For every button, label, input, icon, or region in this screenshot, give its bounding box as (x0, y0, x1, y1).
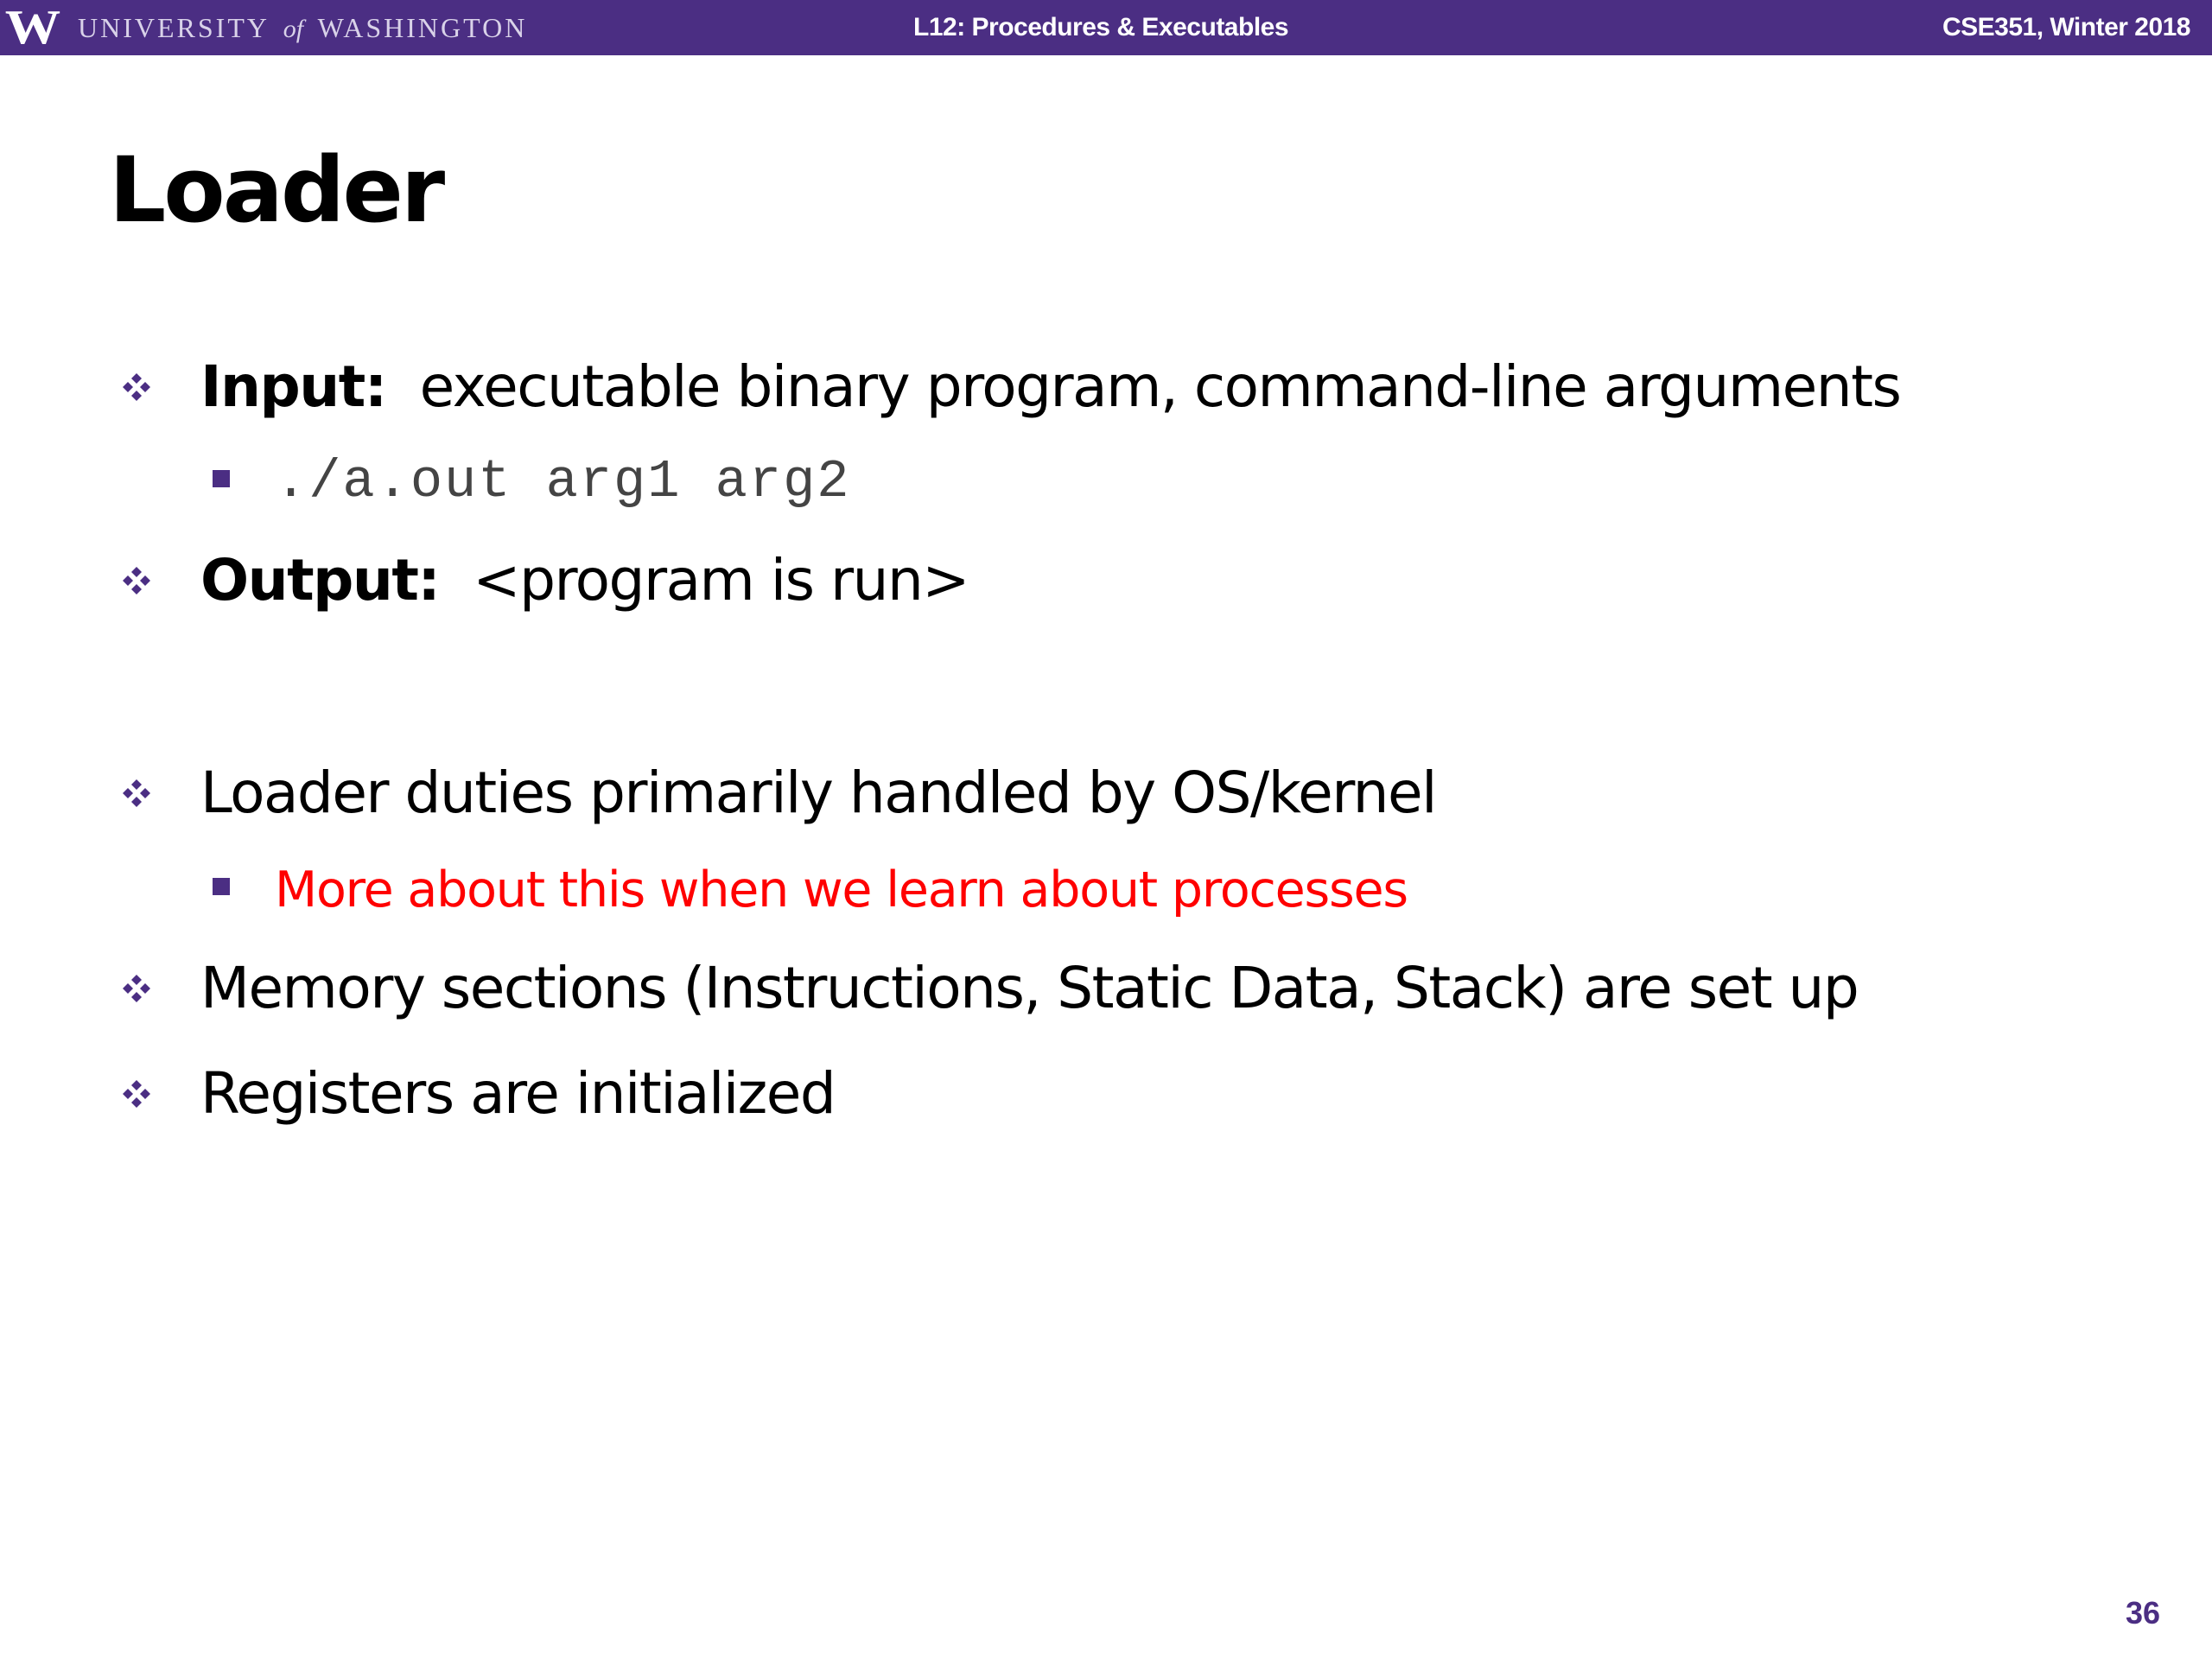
bullet-body: Loader duties primarily handled by OS/kernel (200, 760, 1436, 826)
square-bullet-icon (213, 470, 230, 487)
four-diamond-bullet-icon (119, 370, 154, 404)
lecture-title: L12: Procedures & Executables (913, 13, 1289, 41)
wordmark-of: of (283, 14, 304, 43)
bullet-body: <program is run> (439, 547, 969, 613)
header-bar (0, 0, 2212, 55)
square-bullet-icon (213, 878, 230, 895)
uw-wordmark (78, 12, 527, 44)
processes-note: More about this when we learn about processes (275, 861, 1408, 918)
four-diamond-bullet-icon (119, 563, 154, 598)
command-example: ./a.out arg1 arg2 (275, 451, 851, 512)
course-label: CSE351, Winter 2018 (1942, 13, 2190, 41)
slide-title: Loader (109, 137, 443, 243)
four-diamond-bullet-icon (119, 971, 154, 1006)
uw-w-logo-icon: W (4, 1, 61, 54)
bullet-body: Memory sections (Instructions, Static Data, Stack) are set up (200, 955, 1859, 1021)
bullet-text (200, 537, 969, 624)
four-diamond-bullet-icon (119, 1077, 154, 1111)
bullet-lead: Output: (200, 547, 440, 613)
four-diamond-bullet-icon (119, 776, 154, 810)
page-number: 36 (2125, 1595, 2160, 1630)
wordmark-washington: WASHINGTON (317, 11, 528, 43)
wordmark-university: UNIVERSITY (78, 11, 269, 43)
bullet-body: executable binary program, command-line arguments (385, 353, 1901, 420)
bullet-body: Registers are initialized (200, 1060, 836, 1127)
uw-logo (4, 0, 528, 55)
bullet-text (200, 344, 1900, 430)
bullet-lead: Input: (200, 353, 386, 420)
